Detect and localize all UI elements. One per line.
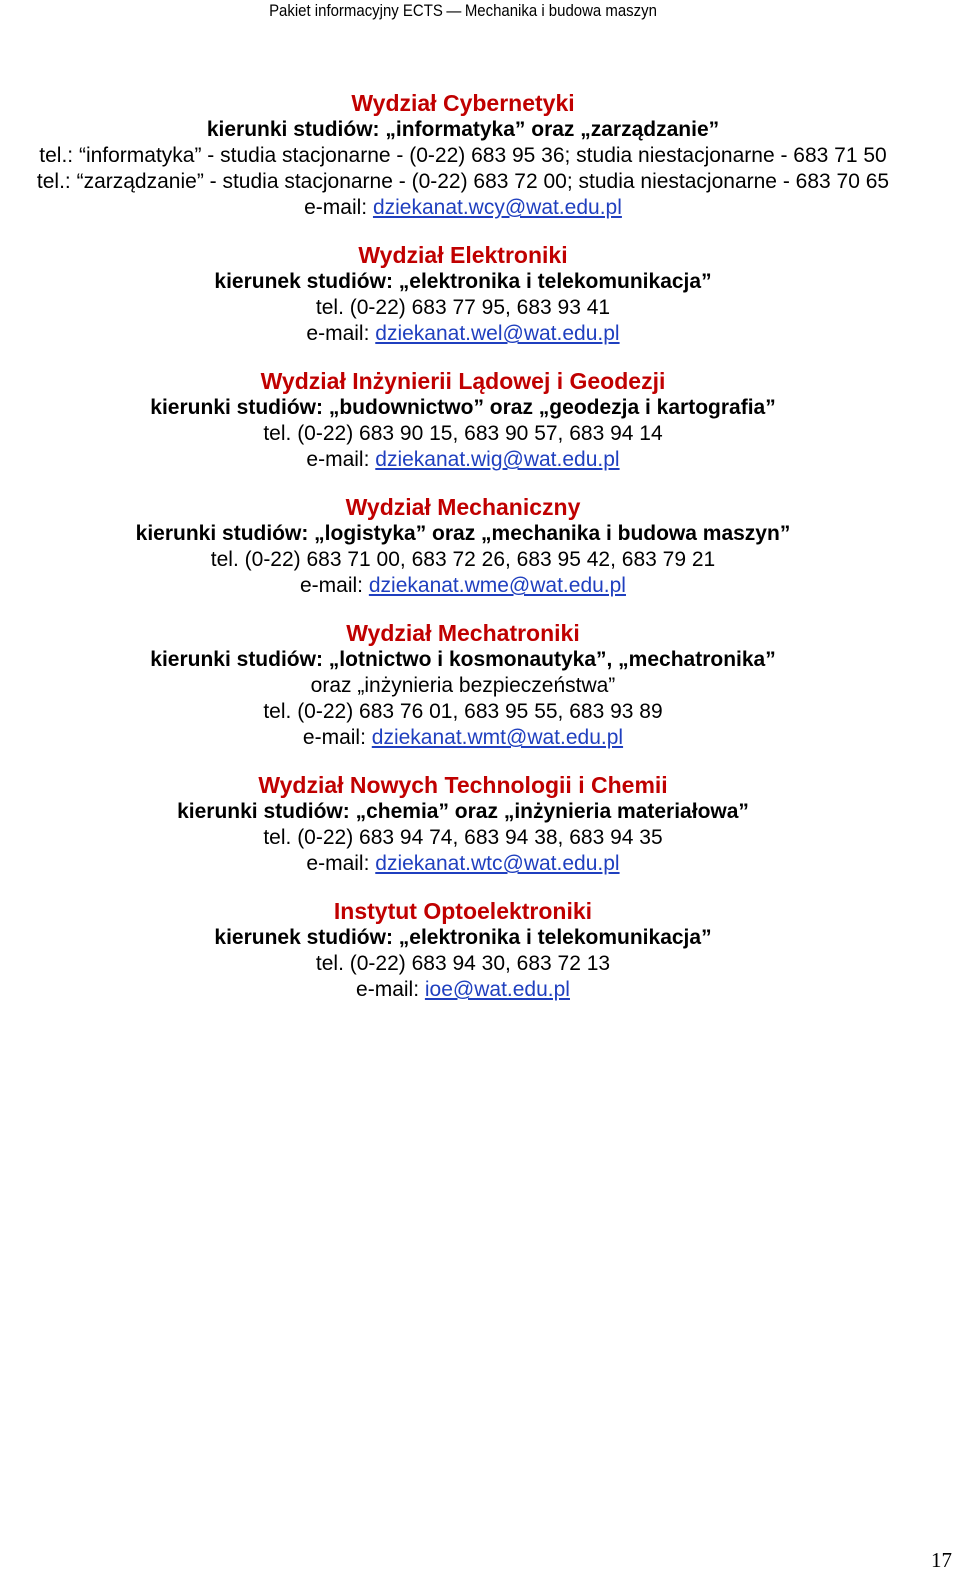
email-link[interactable]: dziekanat.wel@wat.edu.pl xyxy=(375,322,620,345)
email-link[interactable]: dziekanat.wcy@wat.edu.pl xyxy=(372,196,622,219)
email-label: e-mail: xyxy=(302,726,372,749)
faculty-email-row xyxy=(0,977,926,1003)
faculty-section-electronics xyxy=(0,241,926,347)
faculty-phone: tel. (0-22) 683 94 30, 683 72 13 xyxy=(315,952,611,975)
faculty-programs: kierunek studiów: „elektronika i telekomunikacja” xyxy=(214,270,712,293)
email-label: e-mail: xyxy=(356,978,425,1001)
faculty-programs: kierunki studiów: „informatyka” oraz „zarządzanie” xyxy=(206,118,720,141)
email-label: e-mail: xyxy=(306,448,376,471)
email-link[interactable]: dziekanat.wig@wat.edu.pl xyxy=(375,448,620,471)
faculty-phone: tel. (0-22) 683 94 74, 683 94 38, 683 94 35 xyxy=(263,826,663,849)
faculty-programs: kierunek studiów: „elektronika i telekomunikacja” xyxy=(214,926,712,949)
faculty-phone: tel.: “informatyka” - studia stacjonarne - (0-22) 683 95 36; studia niestacjonarne - 683 71 50 xyxy=(39,144,887,167)
email-label: e-mail: xyxy=(300,574,369,597)
faculty-contact-list xyxy=(0,89,926,1003)
email-link[interactable]: dziekanat.wmt@wat.edu.pl xyxy=(371,726,624,749)
faculty-title: Wydział Nowych Technologii i Chemii xyxy=(258,772,668,798)
page-number: 17 xyxy=(931,1548,952,1572)
email-label: e-mail: xyxy=(304,196,373,219)
header-document-title: Pakiet informacyjny ECTS xyxy=(269,1,443,20)
faculty-section-cybernetics xyxy=(0,89,926,221)
page-header xyxy=(56,0,871,22)
faculty-email-row xyxy=(0,573,926,599)
faculty-email-row xyxy=(0,321,926,347)
faculty-email-row xyxy=(0,195,926,221)
faculty-title: Wydział Inżynierii Lądowej i Geodezji xyxy=(260,368,666,394)
faculty-phone: tel. (0-22) 683 77 95, 683 93 41 xyxy=(315,296,611,319)
faculty-email-row xyxy=(0,725,926,751)
email-link[interactable]: dziekanat.wtc@wat.edu.pl xyxy=(375,852,620,875)
faculty-section-new-technologies xyxy=(0,771,926,877)
email-link[interactable]: dziekanat.wme@wat.edu.pl xyxy=(368,574,626,597)
faculty-programs: kierunki studiów: „chemia” oraz „inżynieria materiałowa” xyxy=(177,800,749,823)
email-label: e-mail: xyxy=(306,322,376,345)
faculty-email-row xyxy=(0,851,926,877)
faculty-section-optoelectronics xyxy=(0,897,926,1003)
faculty-phone: tel.: “zarządzanie” - studia stacjonarne - (0-22) 683 72 00; studia niestacjonarne - 683 70 65 xyxy=(36,170,890,193)
faculty-title: Wydział Mechatroniki xyxy=(346,620,580,646)
faculty-title: Wydział Mechaniczny xyxy=(345,494,581,520)
faculty-title: Wydział Elektroniki xyxy=(358,242,568,268)
faculty-phone: tel. (0-22) 683 71 00, 683 72 26, 683 95 42, 683 79 21 xyxy=(210,548,716,571)
email-label: e-mail: xyxy=(306,852,376,875)
faculty-title: Instytut Optoelektroniki xyxy=(333,898,593,924)
faculty-programs-extra: oraz „inżynieria bezpieczeństwa” xyxy=(310,674,616,697)
faculty-title: Wydział Cybernetyki xyxy=(351,90,575,116)
header-separator: — xyxy=(446,1,462,20)
faculty-section-mechanical xyxy=(0,493,926,599)
email-link[interactable]: ioe@wat.edu.pl xyxy=(424,978,570,1001)
faculty-section-civil-engineering xyxy=(0,367,926,473)
faculty-programs: kierunki studiów: „logistyka” oraz „mechanika i budowa maszyn” xyxy=(135,522,791,545)
faculty-section-mechatronics xyxy=(0,619,926,751)
faculty-phone: tel. (0-22) 683 76 01, 683 95 55, 683 93 89 xyxy=(263,700,663,723)
faculty-phone: tel. (0-22) 683 90 15, 683 90 57, 683 94 14 xyxy=(263,422,663,445)
faculty-programs: kierunki studiów: „budownictwo” oraz „geodezja i kartografia” xyxy=(150,396,776,419)
header-course-title: Mechanika i budowa maszyn xyxy=(464,1,657,20)
faculty-programs: kierunki studiów: „lotnictwo i kosmonautyka”, „mechatronika” xyxy=(150,648,776,671)
faculty-email-row xyxy=(0,447,926,473)
